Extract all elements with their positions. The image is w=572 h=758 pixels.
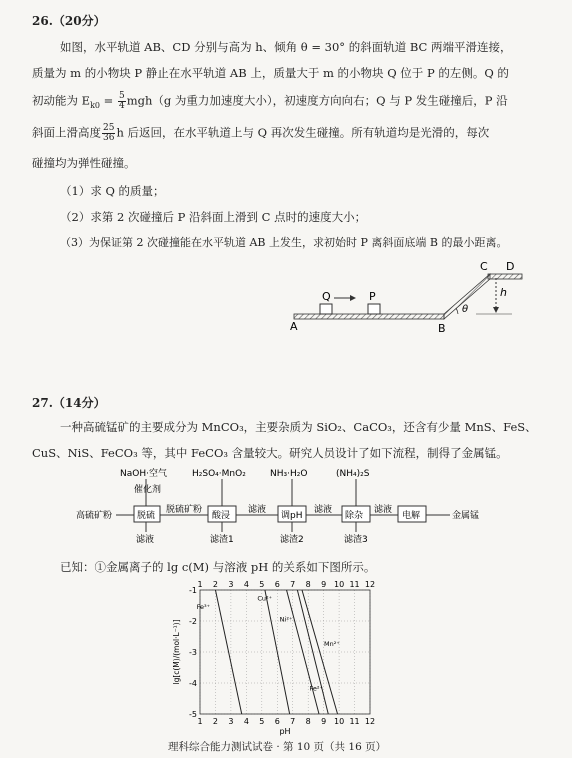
label-q: Q [322,290,331,303]
q26-frac2-num: 25 [103,123,115,133]
mid-label-3: 滤液 [314,505,333,515]
tick-y-1: -2 [189,617,197,626]
height-arrowhead [493,307,499,313]
box-label-3: 调pH [281,511,303,521]
tick-x-bottom-2: 3 [228,717,234,726]
residue-4: 滤渣3 [344,535,368,544]
q26-line1: 如图，水平轨道 AB、CD 分别与高为 h、倾角 θ = 30° 的斜面轨道 BC 两端平滑连接， [60,40,512,54]
tick-y-2: -3 [189,648,197,657]
page-footer: 理科综合能力测试试卷 · 第 10 页（共 16 页） [168,741,387,753]
tick-x-top-2: 3 [228,580,234,589]
q26-fraction-5-4 [118,92,126,111]
q26-line4 [32,124,489,143]
q26-fraction-25-36 [102,124,115,143]
label-b: B [438,322,446,335]
q26-sub3: （3）为保证第 2 次碰撞能在水平轨道 AB 上发生，求初始时 P 离斜面底端 B 的最小距离。 [60,236,508,249]
reagent-h2so4: H₂SO₄·MnO₂ [192,469,246,479]
reagent-nh4s: (NH₄)₂S [336,469,370,479]
q27-line2: CuS、NiS、FeCO₃ 等，其中 FeCO₃ 含量较大。研究人员设计了如下流程，制得了金属锰。 [32,446,508,460]
tick-x-bottom-1: 2 [212,717,219,726]
tick-x-top-9: 10 [333,580,345,589]
q26-line3-b: = [100,93,117,108]
label-theta: θ [462,304,469,315]
q26-line3-a: 初动能为 E [32,93,91,108]
rail-cd [488,274,522,279]
mid-label-4: 滤液 [374,505,393,515]
series-label-3: Fe²⁺ [309,684,323,693]
mid-label-1: 脱硫矿粉 [166,505,203,515]
q27-number: 27.（14分） [32,396,106,410]
block-p [368,304,380,314]
label-p: P [369,290,376,303]
tick-x-top-6: 7 [290,580,296,589]
q26-number: 26.（20分） [32,14,106,28]
tick-x-bottom-7: 8 [305,717,311,726]
q26-line2: 质量为 m 的小物块 P 静止在水平轨道 AB 上，质量大于 m 的小物块 Q 位于 P 的左侧。Q 的 [32,66,509,80]
flow-start: 高硫矿粉 [76,511,113,521]
tick-x-top-0: 1 [197,580,203,589]
series-line-0 [215,590,241,714]
lgc-ph-chart [170,576,390,736]
series-label-4: Mn²⁺ [323,639,340,648]
tick-x-top-10: 11 [349,580,360,589]
q26-line3-c: mgh（g 为重力加速度大小），初速度方向向右；Q 与 P 发生碰撞后，P 沿 [126,93,508,108]
box-label-2: 酸浸 [212,511,231,521]
series-label-0: Fe³⁺ [196,602,211,611]
q26-line4-b: h 后返回，在水平轨道上与 Q 再次发生碰撞。所有轨道均是光滑的，每次 [116,125,490,140]
tick-x-top-7: 8 [305,580,311,589]
q26-sub1: （1）求 Q 的质量； [60,184,165,198]
residue-1: 滤液 [136,535,155,544]
tick-x-bottom-11: 12 [364,717,376,726]
tick-x-top-1: 2 [212,580,219,589]
tick-x-bottom-0: 1 [197,717,203,726]
x-axis-label: pH [279,727,291,736]
tick-x-bottom-5: 6 [274,717,280,726]
label-c: C [480,260,488,273]
y-axis-label: lg[c(M)/(mol·L⁻¹)] [172,619,181,685]
catalyst-label: 催化剂 [134,485,162,495]
tick-x-bottom-3: 4 [243,717,249,726]
label-d: D [506,260,515,273]
tick-y-4: -5 [189,710,197,719]
theta-arc [456,308,458,314]
q26-line5: 碰撞均为弹性碰撞。 [32,156,136,170]
flow-end: 金属锰 [452,511,480,521]
rail-ab [294,314,444,319]
track-diagram [280,258,530,338]
q27-known: 已知：①金属离子的 lg c(M) 与溶液 pH 的关系如下图所示。 [60,560,376,574]
process-flowchart [74,464,504,544]
q26-sub2: （2）求第 2 次碰撞后 P 沿斜面上滑到 C 点时的速度大小； [60,210,367,224]
q26-frac1-num: 5 [118,91,125,101]
q27-line1: 一种高硫锰矿的主要成分为 MnCO₃，主要杂质为 SiO₂、CaCO₃，还含有少量 MnS、FeS、 [60,420,537,434]
velocity-arrowhead [350,295,356,301]
tick-x-top-5: 6 [274,580,280,589]
tick-x-top-3: 4 [243,580,249,589]
box-label-1: 脱硫 [137,511,156,521]
label-h: h [500,286,507,299]
tick-y-0: -1 [189,586,197,595]
residue-3: 滤渣2 [280,535,304,544]
residue-2: 滤渣1 [210,535,234,544]
reagent-naoh: NaOH·空气 [120,469,167,479]
mid-label-2: 滤液 [248,505,267,515]
series-label-2: Ni²⁺ [279,615,293,624]
series-label-1: Cu²⁺ [257,594,273,603]
reagent-nh3: NH₃·H₂O [270,469,308,479]
tick-x-bottom-10: 11 [349,717,360,726]
box-label-5: 电解 [402,511,421,521]
box-label-4: 除杂 [345,511,364,521]
q26-line4-a: 斜面上滑高度 [32,125,101,140]
q26-frac2-den: 36 [103,133,115,143]
q26-frac1-den: 4 [118,101,125,111]
tick-x-bottom-4: 5 [259,717,265,726]
block-q [320,304,332,314]
q26-line3 [32,92,508,113]
tick-x-top-8: 9 [321,580,327,589]
q26-line3-sub: k0 [90,100,100,110]
tick-y-3: -4 [189,679,197,688]
label-a: A [290,320,298,333]
tick-x-bottom-6: 7 [290,717,296,726]
tick-x-bottom-9: 10 [333,717,345,726]
tick-x-bottom-8: 9 [321,717,327,726]
tick-x-top-11: 12 [364,580,376,589]
tick-x-top-4: 5 [259,580,265,589]
